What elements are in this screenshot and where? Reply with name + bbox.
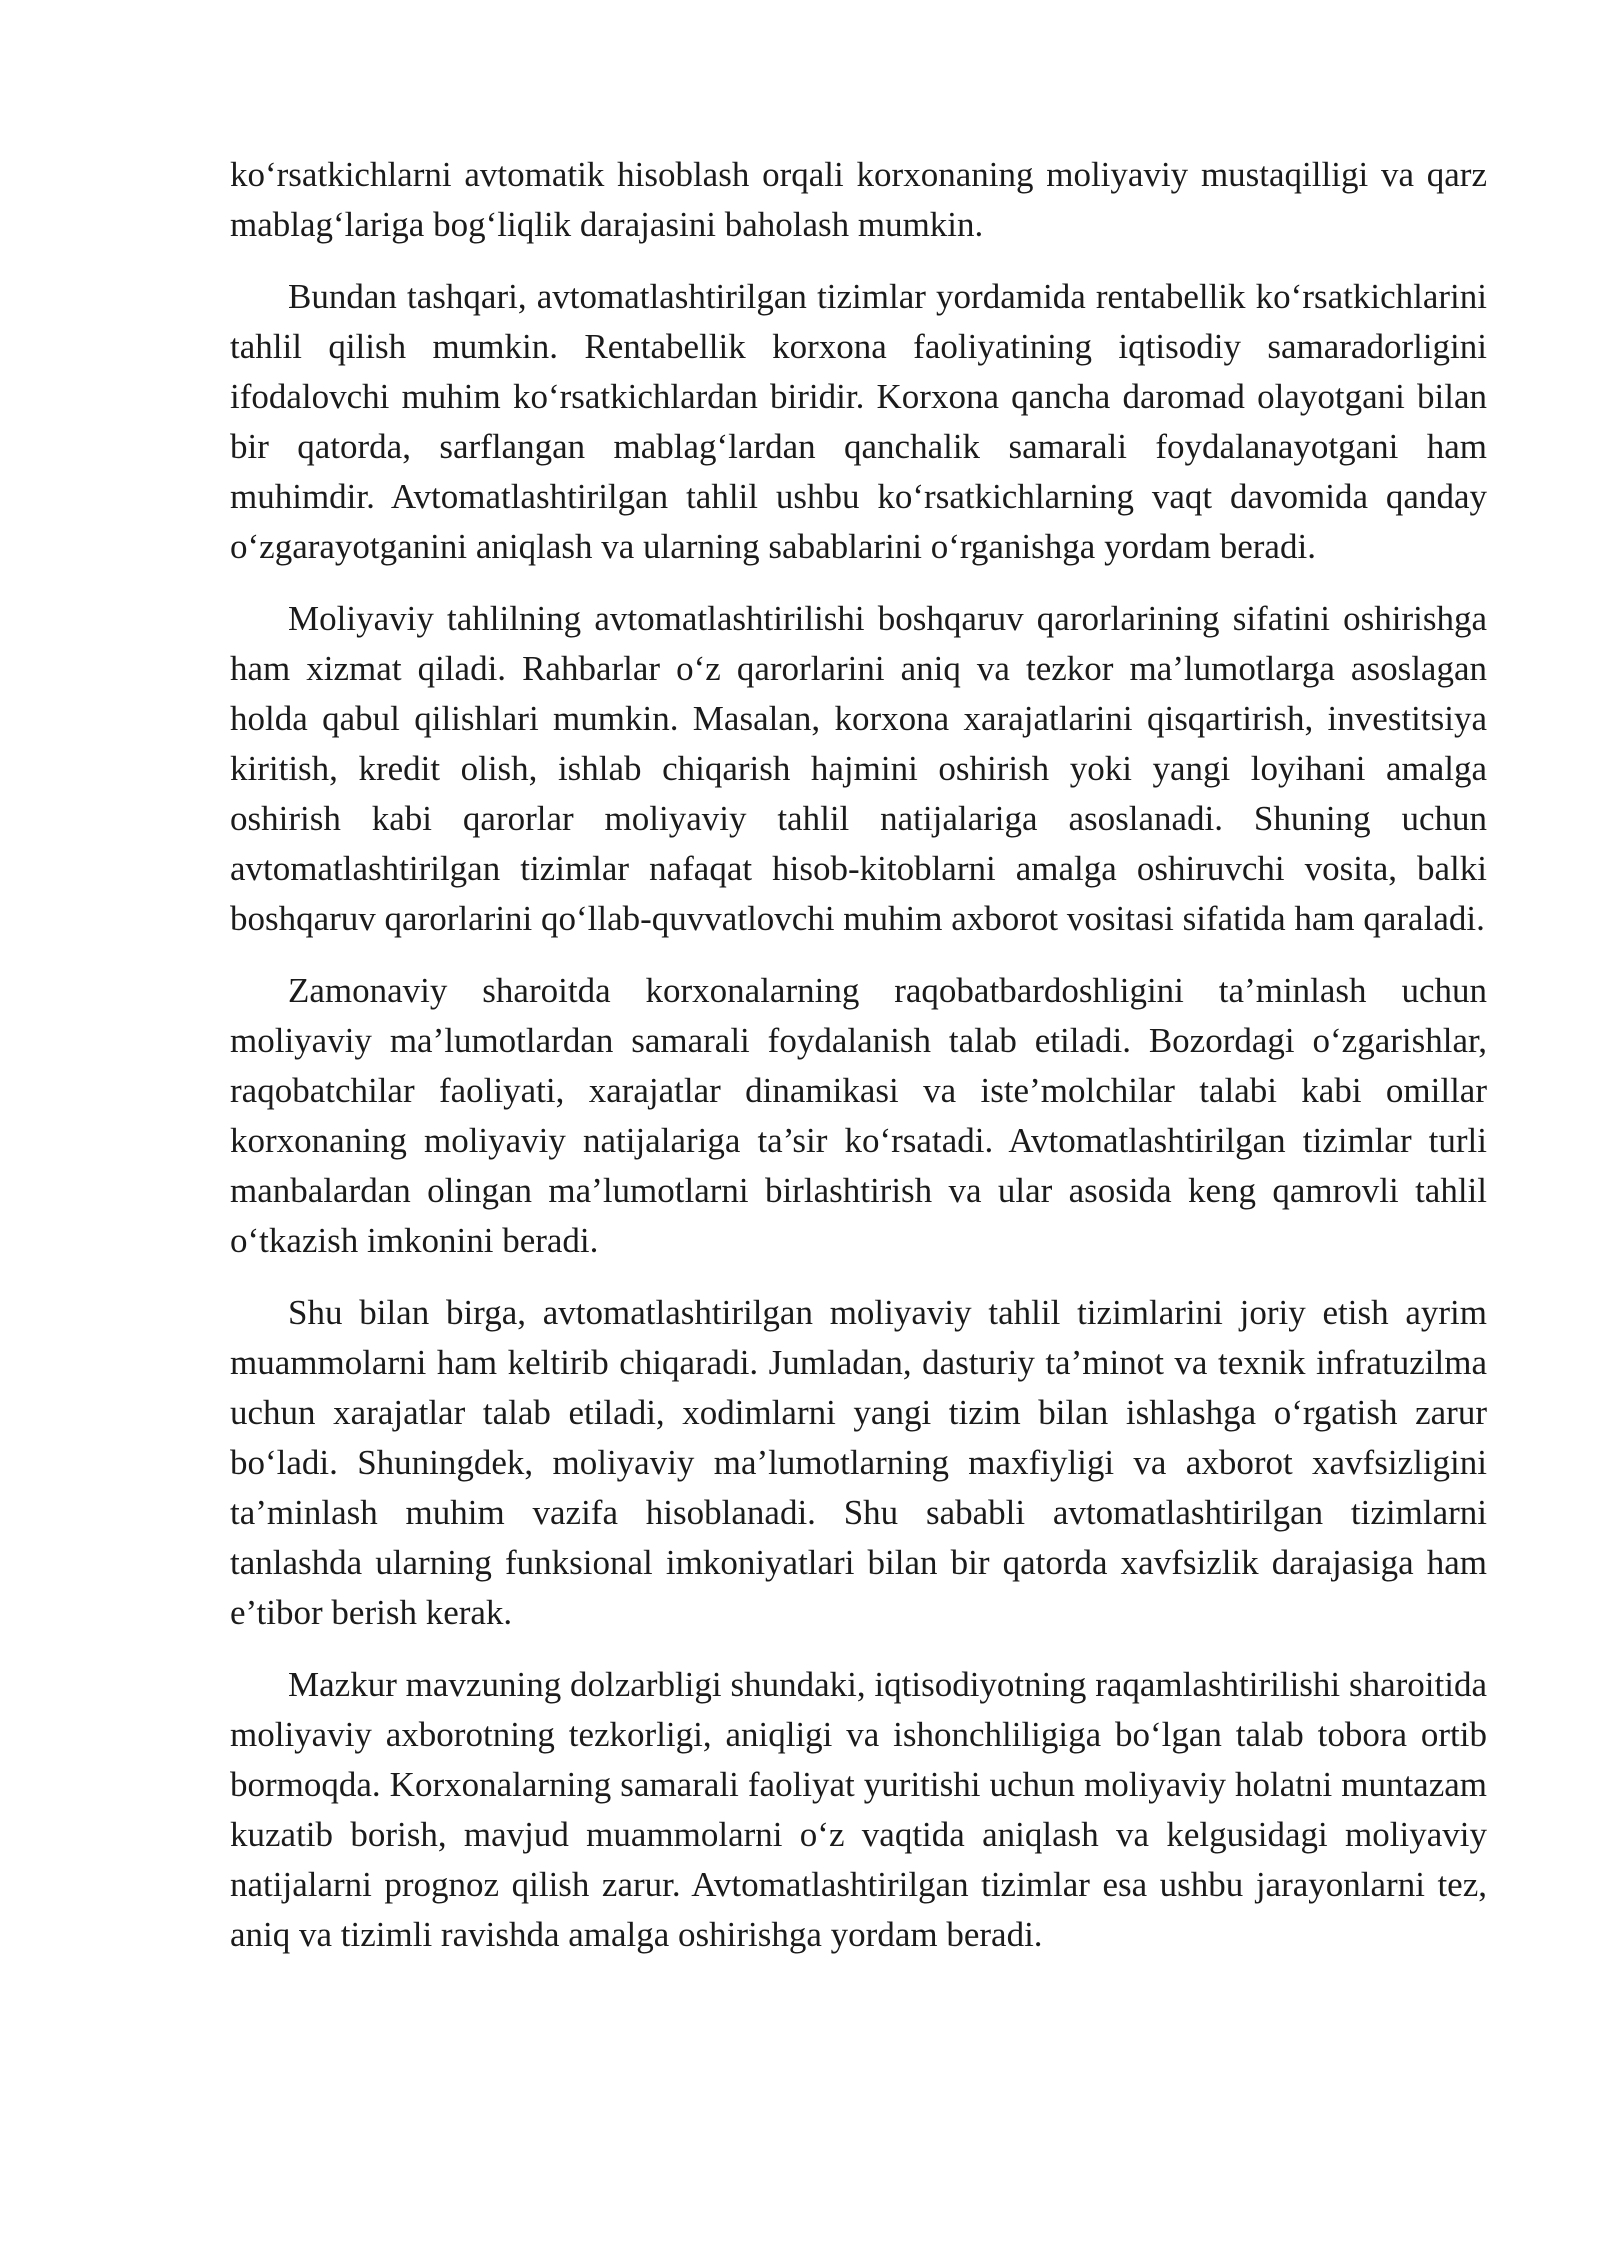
paragraph-management-decisions: Moliyaviy tahlilning avtomatlashtirilishi boshqaruv qarorlarining sifatini oshirishga ham xizmat qiladi. Rahbarlar o‘z qarorlarini aniq va tezkor ma’lumotlarga asoslagan holda qabul qilishlari mumkin. Masalan, korxona xarajatlarini qisqartirish, investitsiya kiritish, kredit olish, ishlab chiqarish hajmini oshirish yoki yangi loyihani amalga oshirish kabi qarorlar moliyaviy tahlil natijalariga asoslanadi. Shuning uchun avtomatlashtirilgan tizimlar nafaqat hisob-kitoblarni amalga oshiruvchi vosita, balki boshqaruv qarorlarini qo‘llab-quvvatlovchi muhim axborot vositasi sifatida ham qaraladi. — [230, 599, 1487, 938]
paragraph-continuation: ko‘rsatkichlarni avtomatik hisoblash orqali korxonaning moliyaviy mustaqilligi va qarz mablag‘lariga bog‘liqlik darajasini baholash mumkin. — [230, 155, 1487, 244]
paragraph-profitability: Bundan tashqari, avtomatlashtirilgan tizimlar yordamida rentabellik ko‘rsatkichlarini tahlil qilish mumkin. Rentabellik korxona faoliyatining iqtisodiy samaradorligini ifodalovchi muhim ko‘rsatkichlardan biridir. Korxona qancha daromad olayotgani bilan bir qatorda, sarflangan mablag‘lardan qanchalik samarali foydalanayotgani ham muhimdir. Avtomatlashtirilgan tahlil ushbu ko‘rsatkichlarning vaqt davomida qanday o‘zgarayotganini aniqlash va ularning sabablarini o‘rganishga yordam beradi. — [230, 277, 1487, 566]
paragraph-competitiveness: Zamonaviy sharoitda korxonalarning raqobatbardoshligini ta’minlash uchun moliyaviy ma’lumotlardan samarali foydalanish talab etiladi. Bozordagi o‘zgarishlar, raqobatchilar faoliyati, xarajatlar dinamikasi va iste’molchilar talabi kabi omillar korxonaning moliyaviy natijalariga ta’sir ko‘rsatadi. Avtomatlashtirilgan tizimlar turli manbalardan olingan ma’lumotlarni birlashtirish va ular asosida keng qamrovli tahlil o‘tkazish imkonini beradi. — [230, 971, 1487, 1260]
paragraph-relevance: Mazkur mavzuning dolzarbligi shundaki, iqtisodiyotning raqamlashtirilishi sharoitida moliyaviy axborotning tezkorligi, aniqligi va ishonchliligiga bo‘lgan talab tobora ortib bormoqda. Korxonalarning samarali faoliyat yuritishi uchun moliyaviy holatni muntazam kuzatib borish, mavjud muammolarni o‘z vaqtida aniqlash va kelgusidagi moliyaviy natijalarni prognoz qilish zarur. Avtomatlashtirilgan tizimlar esa ushbu jarayonlarni tez, aniq va tizimli ravishda amalga oshirishga yordam beradi. — [230, 1665, 1487, 1954]
paragraph-problems: Shu bilan birga, avtomatlashtirilgan moliyaviy tahlil tizimlarini joriy etish ayrim muammolarni ham keltirib chiqaradi. Jumladan, dasturiy ta’minot va texnik infratuzilma uchun xarajatlar talab etiladi, xodimlarni yangi tizim bilan ishlashga o‘rgatish zarur bo‘ladi. Shuningdek, moliyaviy ma’lumotlarning maxfiyligi va axborot xavfsizligini ta’minlash muhim vazifa hisoblanadi. Shu sababli avtomatlashtirilgan tizimlarni tanlashda ularning funksional imkoniyatlari bilan bir qatorda xavfsizlik darajasiga ham e’tibor berish kerak. — [230, 1293, 1487, 1632]
